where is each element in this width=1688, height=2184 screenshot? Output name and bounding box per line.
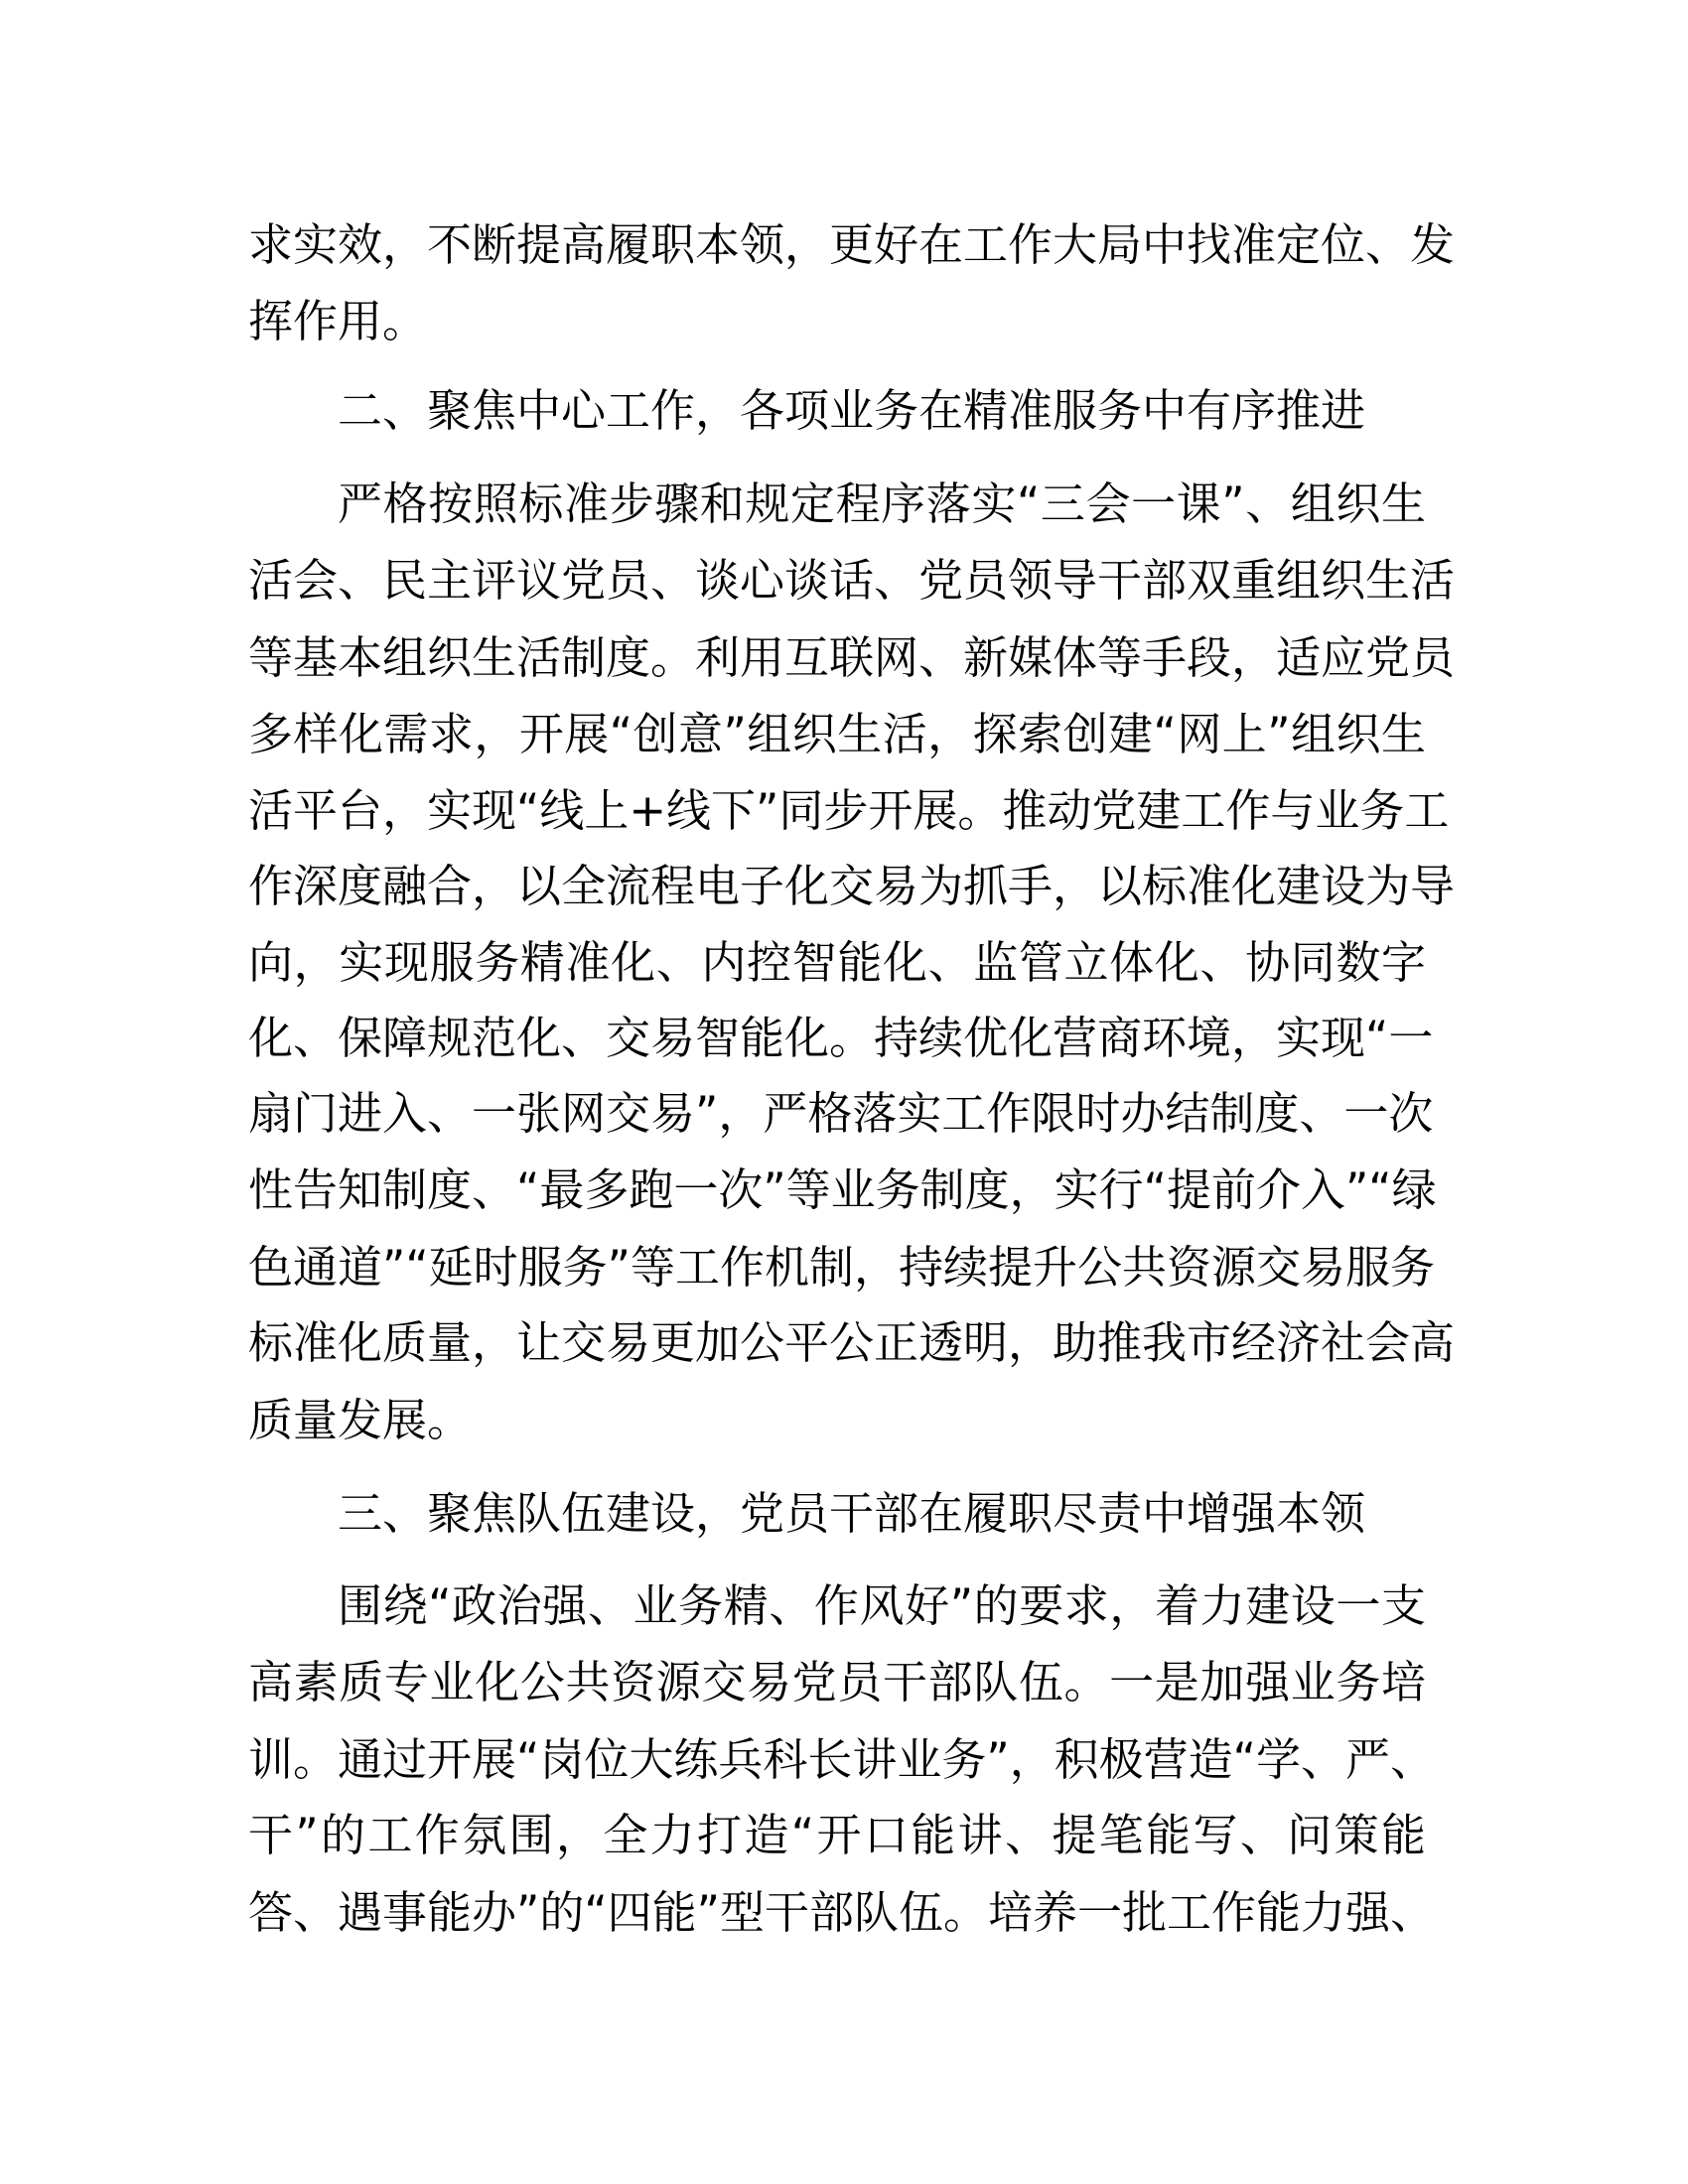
paragraph-line: 标准化质量，让交易更加公平公正透明，助推我市经济社会高 <box>248 1316 1456 1369</box>
section-heading: 三、聚焦队伍建设，党员干部在履职尽责中增强本领 <box>338 1487 1366 1540</box>
paragraph-line: 性告知制度、“最多跑一次”等业务制度，实行“提前介入”“绿 <box>248 1163 1437 1216</box>
paragraph-line: 多样化需求，开展“创意”组织生活，探索创建“网上”组织生 <box>248 708 1426 760</box>
paragraph-line: 等基本组织生活制度。利用互联网、新媒体等手段，适应党员 <box>248 631 1456 684</box>
paragraph-line: 作深度融合，以全流程电子化交易为抓手，以标准化建设为导 <box>248 860 1456 912</box>
paragraph-line: 训。通过开展“岗位大练兵科长讲业务”，积极营造“学、严、 <box>248 1733 1435 1786</box>
paragraph-line: 围绕“政治强、业务精、作风好”的要求，着力建设一支 <box>338 1579 1426 1632</box>
paragraph-line: 严格按照标准步骤和规定程序落实“三会一课”、组织生 <box>338 478 1426 530</box>
paragraph-line: 活会、民主评议党员、谈心谈话、党员领导干部双重组织生活 <box>248 554 1456 607</box>
paragraph-line: 高素质专业化公共资源交易党员干部队伍。一是加强业务培 <box>248 1656 1426 1708</box>
paragraph-line: 色通道”“延时服务”等工作机制，持续提升公共资源交易服务 <box>248 1241 1435 1294</box>
paragraph-line: 活平台，实现“线上+线下”同步开展。推动党建工作与业务工 <box>248 784 1450 837</box>
paragraph-line: 向，实现服务精准化、内控智能化、监管立体化、协同数字 <box>248 936 1426 989</box>
paragraph-line: 答、遇事能办”的“四能”型干部队伍。培养一批工作能力强、 <box>248 1886 1435 1939</box>
paragraph-line: 求实效，不断提高履职本领，更好在工作大局中找准定位、发 <box>248 218 1456 271</box>
paragraph-line: 挥作用。 <box>248 295 428 347</box>
paragraph-line: 化、保障规范化、交易智能化。持续优化营商环境，实现“一 <box>248 1012 1434 1064</box>
section-heading: 二、聚焦中心工作，各项业务在精准服务中有序推进 <box>338 384 1366 437</box>
paragraph-line: 干”的工作氛围，全力打造“开口能讲、提笔能写、问策能 <box>248 1809 1426 1861</box>
paragraph-line: 质量发展。 <box>248 1394 473 1446</box>
paragraph-line: 扇门进入、一张网交易”，严格落实工作限时办结制度、一次 <box>248 1087 1434 1140</box>
